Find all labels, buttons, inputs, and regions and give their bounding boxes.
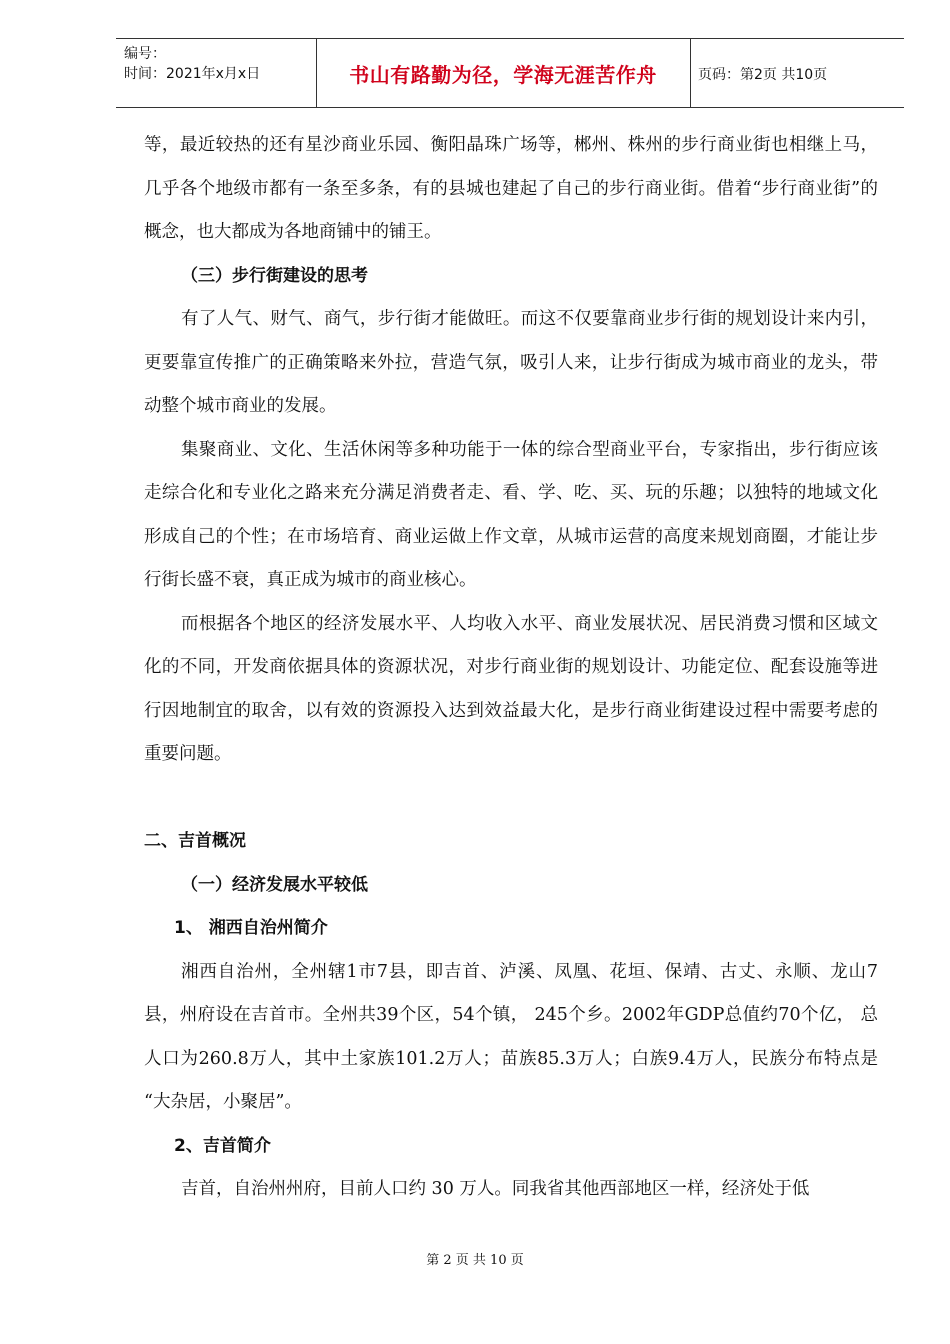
- number-label: 编号：: [124, 46, 166, 62]
- paragraph-4: 而根据各个地区的经济发展水平、人均收入水平、商业发展状况、居民消费习惯和区域文化的不同，开发商依据具体的资源状况，对步行商业街的规划设计、功能定位、配套设施等进行因地制宜的取舍，以有效的资源投入达到效益最大化，是步行商业街建设过程中需要考虑的重要问题。: [144, 613, 878, 764]
- document-body: [144, 124, 878, 1212]
- paragraph-3: 集聚商业、文化、生活休闲等多种功能于一体的综合型商业平台，专家指出，步行街应该走综合化和专业化之路来充分满足消费者走、看、学、吃、买、玩的乐趣；以独特的地域文化形成自己的个性；在市场培育、商业运做上作文章，从城市运营的高度来规划商圈，才能让步行街长盛不衰，真正成为城市的商业核心。: [144, 439, 878, 590]
- heading-section-three: （三）步行街建设的思考: [181, 265, 368, 286]
- paragraph-5: 湘西自治州，全州辖1市7县，即吉首、泸溪、凤凰、花垣、保靖、古丈、永顺、龙山7县，州府设在吉首市。全州共39个区，54个镇， 245个乡。2002年GDP总值约70个亿， 总人口为260.8万人，其中土家族101.2万人；苗族85.3万人；白族9.4万人，民族分布特点是 “大杂居，小聚居”。: [144, 961, 878, 1112]
- motto-text: 书山有路勤为径，学海无涯苦作舟: [349, 63, 657, 87]
- header-meta-cell: [116, 39, 317, 107]
- header-page-number: 页码：第2页 共10页: [698, 67, 828, 83]
- paragraph-1: 等，最近较热的还有星沙商业乐园、衡阳晶珠广场等，郴州、株州的步行商业街也相继上马，几乎各个地级市都有一条至多条，有的县城也建起了自己的步行商业街。借着“步行商业街”的概念，也大都成为各地商铺中的铺王。: [144, 135, 878, 242]
- page-footer: 第 2 页 共 10 页: [426, 1253, 524, 1268]
- header-motto-cell: [316, 39, 691, 107]
- heading-item-2: 2、吉首简介: [174, 1135, 271, 1156]
- heading-subsection-one: （一）经济发展水平较低: [181, 874, 368, 895]
- paragraph-6: 吉首，自治州州府，目前人口约 30 万人。同我省其他西部地区一样，经济处于低: [181, 1179, 810, 1199]
- heading-item-1: 1、 湘西自治州简介: [174, 918, 328, 938]
- paragraph-2: 有了人气、财气、商气，步行街才能做旺。而这不仅要靠商业步行街的规划设计来内引，更要靠宣传推广的正确策略来外拉，营造气氛，吸引人来，让步行街成为城市商业的龙头，带动整个城市商业的发展。: [144, 309, 878, 416]
- header-page-cell: [690, 39, 904, 107]
- heading-chapter-two: 二、吉首概况: [144, 831, 246, 851]
- spacer: [144, 777, 878, 821]
- page-header: [116, 38, 904, 108]
- time-label: 时间：2021年x月x日: [124, 66, 261, 82]
